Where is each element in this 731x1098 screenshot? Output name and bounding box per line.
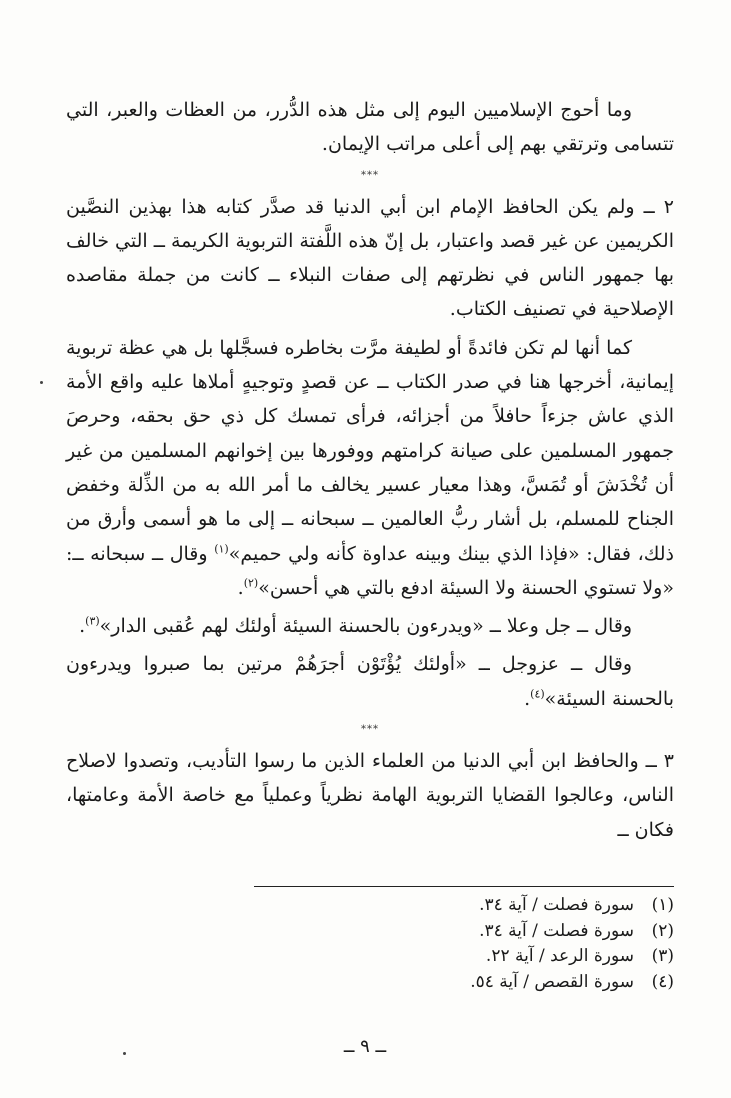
paragraph-1: وما أحوج الإسلاميين اليوم إلى مثل هذه الدُّرر، من العظات والعبر، التي تتسامى وترتقي بهم إلى أعلى مراتب الإيمان. <box>66 99 674 156</box>
scan-speck <box>40 381 43 384</box>
footnote-text: سورة فصلت / آية ٣٤. <box>479 920 634 941</box>
footnote-number: (٣) <box>651 946 674 966</box>
paragraph-4 <box>66 609 674 643</box>
footnote-item <box>254 919 674 945</box>
footnote-ref-2: (٢) <box>243 576 259 590</box>
footnotes <box>254 893 674 995</box>
footnote-ref-3: (٣) <box>85 614 100 628</box>
section-separator: *** <box>361 169 379 181</box>
footnote-item <box>254 970 674 996</box>
footnote-item <box>254 944 674 970</box>
paragraph-5 <box>66 647 674 716</box>
page-number: ــ ٩ ــ <box>343 1036 387 1057</box>
section-separator-2: *** <box>361 724 379 736</box>
footnote-number: (٤) <box>651 971 674 992</box>
paragraph-4-text: وقال ــ جل وعلا ــ «ويدرءون بالحسنة السيئة أولئك لهم عُقبى الدار» <box>99 615 632 638</box>
footnote-divider <box>254 886 674 887</box>
footnote-number: (٢) <box>651 920 674 941</box>
paragraph-4-end: . <box>79 615 86 638</box>
footnote-text: سورة فصلت / آية ٣٤. <box>479 895 634 915</box>
paragraph-3 <box>66 331 674 605</box>
paragraph-2: ٢ ــ ولم يكن الحافظ الإمام ابن أبي الدنيا قد صدَّر كتابه هذا بهذين النصَّين الكريمين عن غير قصد واعتبار، بل إنّ هذه اللَّفتة التربوية الكريمة ــ التي خالف بها جمهور الناس في نظرتهم إلى صفات النبلاء ــ كانت من جملة مقاصده الإصلاحية في تصنيف الكتاب. <box>66 195 674 321</box>
footnote-number: (١) <box>651 895 674 915</box>
scan-speck <box>123 1052 126 1055</box>
footnote-text: سورة الرعد / آية ٢٢. <box>485 946 634 966</box>
paragraph-5-end: . <box>524 687 531 710</box>
footnote-text: سورة القصص / آية ٥٤. <box>470 971 634 992</box>
page-body <box>66 93 674 847</box>
footnote-ref-1: (١) <box>214 542 229 556</box>
paragraph-3-end: . <box>237 576 244 599</box>
footnote-item <box>254 893 674 919</box>
footnote-ref-4: (٤) <box>530 687 545 701</box>
paragraph-6: ٣ ــ والحافظ ابن أبي الدنيا من العلماء الذين ما رسوا التأديب، وتصدوا لاصلاح الناس، وعالجوا القضايا التربوية الهامة نظرياً وعملياً مع خاصة الأمة وعامتها، فكان ــ <box>66 750 674 841</box>
paragraph-3-text-b: وقال ــ سبحانه ــ: «ولا تستوي الحسنة ولا السيئة ادفع بالتي هي أحسن» <box>66 542 674 599</box>
paragraph-3-text-a: كما أنها لم تكن فائدةً أو لطيفة مرَّت بخاطره فسجَّلها بل هي عظة تربوية إيمانية، أخرجها هنا في صدر الكتاب ــ عن قصدٍ وتوجيهٍ أملاها عليه واقع الأمة الذي عاش جزءاً حافلاً من أجزائه، فرأى تمسك كل ذي حق بحقه، وحرصَ جمهور المسلمين على صيانة كرامتهم ووفورها بين إخوانهم المسلمين من غير أن تُخْدَشَ أو تُمَسَّ، وهذا معيار عسير يخالف ما أمر الله به من الذِّلة وخفض الجناح للمسلم، بل أشار ربُّ العالمين ــ سبحانه ــ إلى ما هو أسمى وأرق من ذلك، فقال: «فإذا الذي بينك وبينه عداوة كأنه ولي حميم» <box>66 336 674 565</box>
paragraph-5-text: وقال ــ عزوجل ــ «أولئك يُؤْتَوْن أجرَهُمْ مرتين بما صبروا ويدرءون بالحسنة السيئة» <box>66 653 674 710</box>
